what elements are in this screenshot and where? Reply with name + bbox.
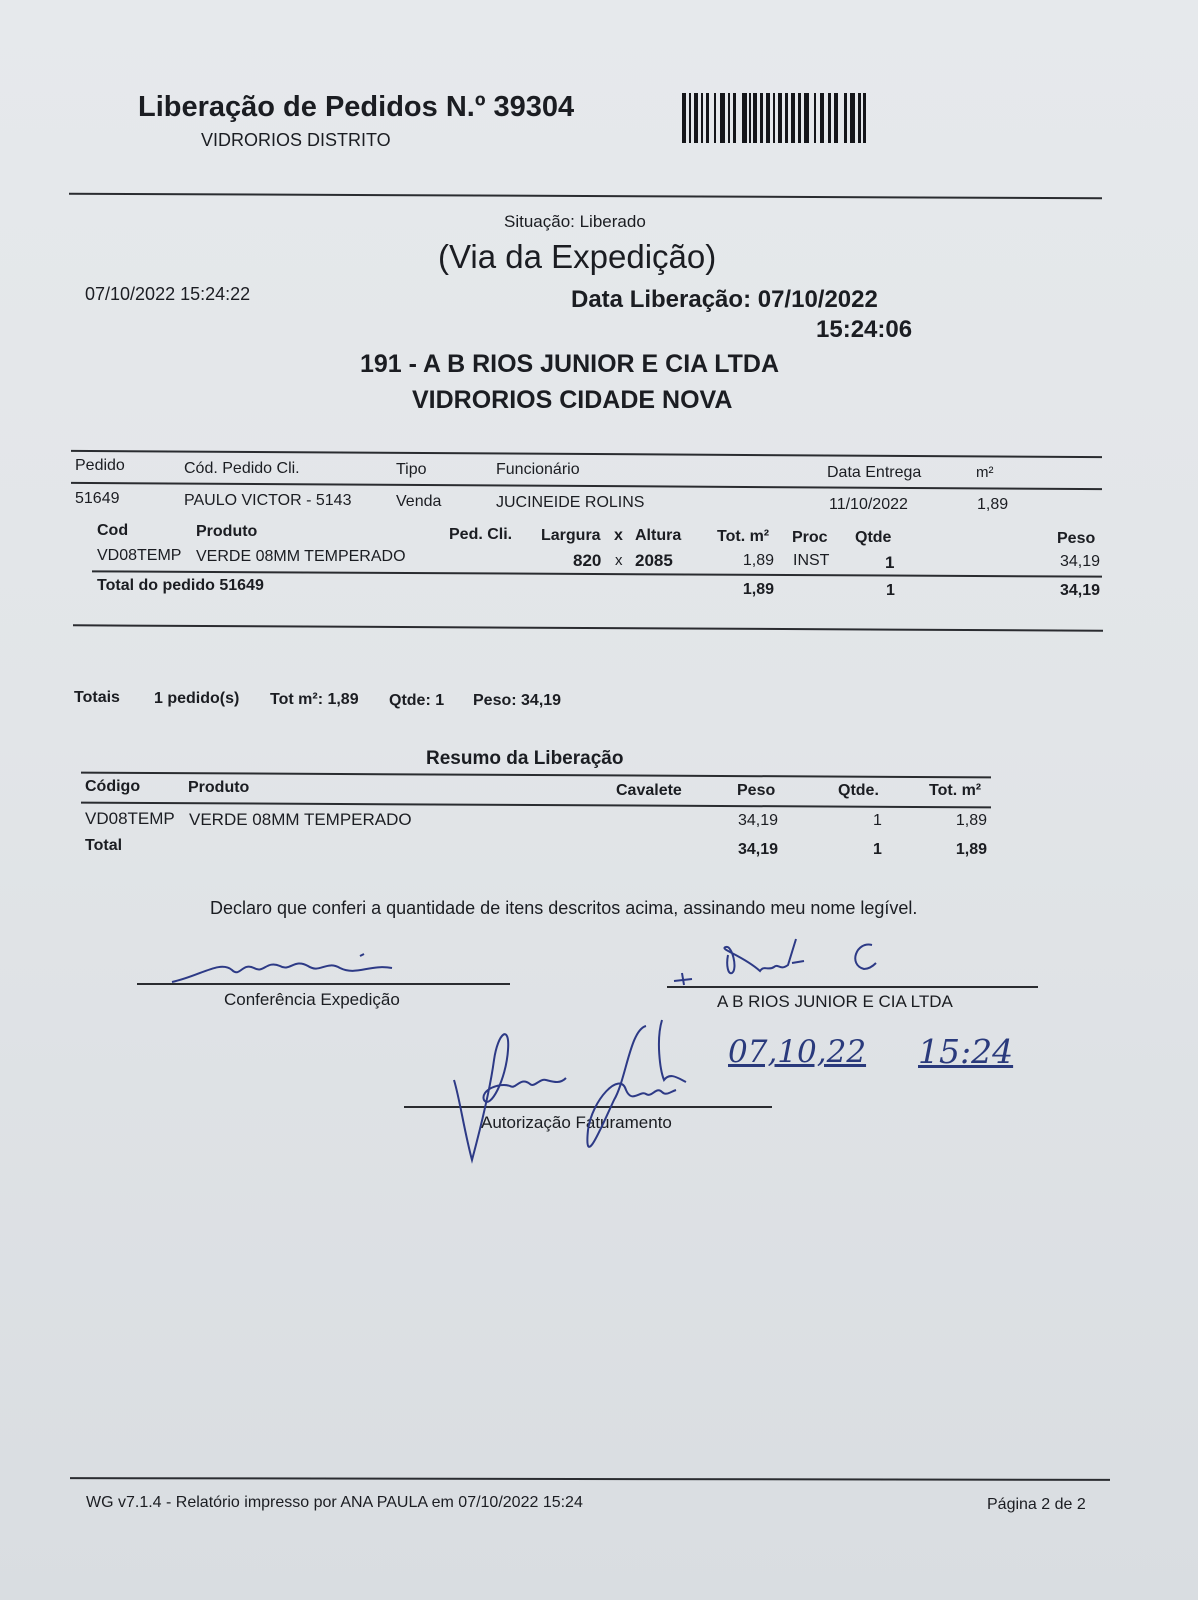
signature-label-autorizacao: Autorização Faturamento — [481, 1113, 672, 1132]
client-store: VIDRORIOS CIDADE NOVA — [412, 386, 733, 414]
company-name: VIDRORIOS DISTRITO — [201, 130, 391, 150]
release-time: 15:24:06 — [816, 316, 913, 343]
items-header-qtde: Qtde — [855, 529, 892, 546]
item-tot-m2: 1,89 — [742, 552, 774, 569]
order-total-weight: 34,19 — [1059, 582, 1100, 599]
items-header-cod: Cod — [97, 522, 129, 539]
summary-header-produto: Produto — [188, 779, 250, 796]
order-header-rule — [71, 482, 1102, 490]
printed-timestamp: 07/10/2022 15:24:22 — [85, 284, 251, 304]
summary-header-peso: Peso — [737, 782, 776, 799]
order-client-code: PAULO VICTOR - 5143 — [184, 492, 352, 509]
signature-scribble-autorizacao — [450, 1020, 710, 1160]
items-header-largura: Largura — [541, 527, 601, 544]
order-total-label: Total do pedido 51649 — [97, 577, 264, 594]
order-header-pedido: Pedido — [75, 457, 125, 474]
order-total-qtde: 1 — [886, 582, 895, 599]
items-header-peso: Peso — [1057, 530, 1096, 547]
summary-header-codigo: Código — [85, 778, 141, 795]
item-weight: 34,19 — [1059, 553, 1100, 570]
header-divider — [69, 193, 1102, 200]
item-proc: INST — [793, 552, 830, 569]
summary-title: Resumo da Liberação — [426, 748, 624, 769]
order-header-cod-cli: Cód. Pedido Cli. — [184, 460, 300, 477]
items-header-altura: Altura — [635, 527, 682, 544]
items-header-ped-cli: Ped. Cli. — [449, 526, 513, 543]
item-qtde: 1 — [885, 553, 895, 572]
summary-total-label: Total — [85, 837, 123, 854]
document-title: Liberação de Pedidos N.º 39304 — [138, 91, 575, 123]
item-code: VD08TEMP — [97, 547, 182, 564]
order-table-top-rule — [71, 450, 1102, 458]
summary-total-m2: 1,89 — [955, 841, 987, 858]
copy-type: (Via da Expedição) — [438, 238, 717, 275]
footer-page-number: Página 2 de 2 — [987, 1496, 1086, 1513]
items-header-tot-m2: Tot. m² — [717, 528, 770, 545]
order-header-m2: m² — [976, 464, 994, 481]
handwritten-time: 15:24 — [918, 1032, 1014, 1071]
footer-rule — [70, 1477, 1110, 1481]
barcode-icon — [682, 93, 866, 143]
release-date: Data Liberação: 07/10/2022 — [571, 286, 878, 313]
order-number: 51649 — [75, 490, 120, 507]
items-header-x: x — [614, 527, 623, 544]
signature-line-cliente — [667, 986, 1038, 988]
items-header-proc: Proc — [792, 529, 828, 546]
totals-qtde: Qtde: 1 — [389, 692, 445, 709]
signature-label-cliente: A B RIOS JUNIOR E CIA LTDA — [717, 992, 953, 1011]
order-total-m2: 1,89 — [742, 581, 774, 598]
status-text: Situação: Liberado — [504, 212, 646, 231]
item-width: 820 — [573, 551, 602, 570]
footer-printed-by: WG v7.1.4 - Relatório impresso por ANA PAULA em 07/10/2022 15:24 — [86, 1494, 583, 1511]
summary-weight: 34,19 — [737, 812, 778, 829]
totals-m2: Tot m²: 1,89 — [270, 691, 359, 708]
order-m2: 1,89 — [977, 496, 1009, 513]
signature-scribble-conferencia — [170, 950, 410, 990]
totals-orders: 1 pedido(s) — [154, 690, 240, 707]
summary-total-qtde: 1 — [873, 841, 882, 858]
summary-header-cavalete: Cavalete — [616, 782, 682, 799]
signature-scribble-cliente — [668, 935, 888, 985]
summary-qtde: 1 — [873, 812, 882, 829]
order-type: Venda — [396, 493, 442, 510]
summary-product: VERDE 08MM TEMPERADO — [189, 810, 412, 829]
item-product: VERDE 08MM TEMPERADO — [196, 548, 406, 565]
signature-label-conferencia: Conferência Expedição — [224, 990, 400, 1009]
summary-code: VD08TEMP — [85, 809, 175, 828]
order-header-tipo: Tipo — [396, 461, 427, 478]
summary-top-rule — [81, 772, 991, 779]
items-header-produto: Produto — [196, 523, 258, 540]
summary-header-qtde: Qtde. — [838, 782, 879, 799]
order-employee: JUCINEIDE ROLINS — [496, 494, 645, 511]
totals-weight: Peso: 34,19 — [473, 692, 562, 709]
order-header-data-entrega: Data Entrega — [827, 464, 922, 481]
summary-header-tot-m2: Tot. m² — [929, 782, 982, 799]
summary-total-weight: 34,19 — [737, 841, 778, 858]
summary-header-rule — [81, 802, 991, 809]
order-section-end-rule — [73, 624, 1103, 631]
order-header-funcionario: Funcionário — [496, 461, 580, 478]
item-x: x — [615, 552, 623, 569]
handwritten-date: 07,10,22 — [728, 1034, 867, 1070]
item-height: 2085 — [635, 551, 673, 570]
order-delivery-date: 11/10/2022 — [829, 496, 908, 513]
declaration-text: Declaro que conferi a quantidade de itens descritos acima, assinando meu nome legível. — [210, 898, 918, 918]
totals-label: Totais — [74, 689, 120, 706]
client-name: 191 - A B RIOS JUNIOR E CIA LTDA — [360, 350, 780, 378]
summary-m2: 1,89 — [955, 812, 987, 829]
